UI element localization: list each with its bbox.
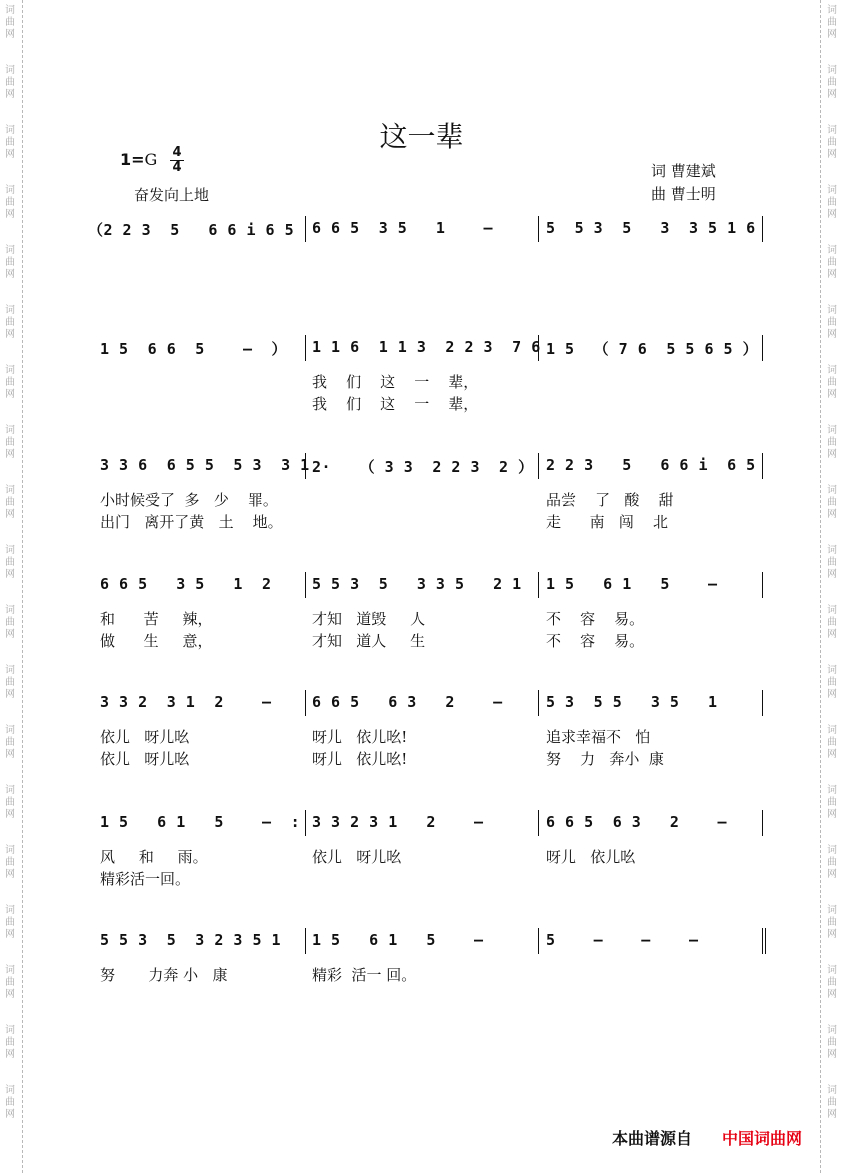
barline: [762, 810, 763, 836]
lyric-line: 和 苦 辣，: [100, 610, 213, 628]
barline: [538, 928, 539, 954]
barline: [305, 690, 306, 716]
lyric-line: 依儿 呀儿吆: [100, 750, 190, 768]
measure-notes: 5 5 3 5 3 2 3 5 1: [100, 931, 282, 949]
watermark-text: 词曲网: [5, 125, 15, 160]
watermark-text: 词曲网: [5, 365, 15, 400]
watermark-text: 词曲网: [827, 545, 837, 580]
watermark-text: 词曲网: [827, 125, 837, 160]
lyric-line: 才知 道人 生: [312, 632, 426, 650]
measure-notes: 2· （ 3 3 2 2 3 2 ）: [312, 458, 534, 476]
right-margin-line: [820, 0, 821, 1173]
measure-notes: 5 5 3 5 3 3 5 2 1: [312, 575, 522, 593]
measure-notes: 6 6 5 3 5 1 –: [312, 219, 494, 237]
barline: [538, 572, 539, 598]
lyric-line: 风 和 雨。: [100, 848, 208, 866]
barline: [762, 335, 763, 361]
barline: [762, 572, 763, 598]
lyric-line: 精彩 活一 回。: [312, 966, 417, 984]
lyric-line: 呀儿 依儿吆!: [312, 728, 408, 746]
barline: [538, 810, 539, 836]
lyric-line: 努 力 奔小 康: [546, 750, 664, 768]
lyricist-credit: 词 曹建斌: [651, 162, 716, 180]
key-signature: [120, 150, 157, 169]
lyric-line: 呀儿 依儿吆: [546, 848, 636, 866]
source-label: 本曲谱源自: [612, 1129, 693, 1148]
barline: [305, 216, 306, 242]
watermark-text: 词曲网: [827, 185, 837, 220]
watermark-text: 词曲网: [827, 665, 837, 700]
song-title: 这一辈: [379, 120, 464, 153]
lyric-line: 依儿 呀儿吆: [100, 728, 190, 746]
lyric-line: 努 力奔 小 康: [100, 966, 228, 984]
watermark-text: 词曲网: [827, 305, 837, 340]
lyric-line: 我 们 这 一 辈，: [312, 373, 479, 391]
measure-notes: 5 – – –: [546, 931, 699, 949]
barline: [538, 453, 539, 479]
watermark-text: 词曲网: [827, 425, 837, 460]
measure-notes: 2 2 3 5 6 6 i 6 5: [546, 456, 756, 474]
watermark-text: 词曲网: [827, 1025, 837, 1060]
time-signature: [170, 146, 184, 175]
watermark-text: 词曲网: [827, 365, 837, 400]
barline: [762, 690, 763, 716]
lyric-line: 品尝 了 酸 甜: [546, 491, 674, 509]
lyric-line: 做 生 意，: [100, 632, 213, 650]
time-sig-top: 4: [172, 145, 182, 160]
lyric-line: 不 容 易。: [546, 610, 645, 628]
watermark-text: 词曲网: [5, 425, 15, 460]
measure-notes: 1 1 6 1 1 3 2 2 3 7 6: [312, 338, 541, 356]
watermark-text: 词曲网: [827, 845, 837, 880]
lyric-line: 小时候受了 多 少 罪。: [100, 491, 278, 509]
barline: [762, 216, 763, 242]
measure-notes: 1 5 （ 7 6 5 5 6 5 ）: [546, 340, 759, 358]
watermark-text: 词曲网: [5, 665, 15, 700]
watermark-text: 词曲网: [5, 845, 15, 880]
watermark-text: 词曲网: [5, 785, 15, 820]
lyric-line: 依儿 呀儿吆: [312, 848, 402, 866]
barline: [305, 572, 306, 598]
barline: [762, 928, 766, 954]
watermark-text: 词曲网: [827, 245, 837, 280]
measure-notes: 6 6 5 6 3 2 –: [546, 813, 728, 831]
lyric-line: 精彩活一回。: [100, 870, 191, 888]
lyric-line: 我 们 这 一 辈，: [312, 395, 479, 413]
lyric-line: 呀儿 依儿吆!: [312, 750, 408, 768]
watermark-text: 词曲网: [827, 725, 837, 760]
measure-notes: 1 5 6 1 5 –: [546, 575, 718, 593]
left-margin-line: [22, 0, 23, 1173]
watermark-text: 词曲网: [5, 185, 15, 220]
watermark-text: 词曲网: [5, 905, 15, 940]
lyric-line: 走 南 闯 北: [546, 513, 668, 531]
time-sig-bottom: 4: [172, 160, 182, 175]
watermark-text: 词曲网: [5, 965, 15, 1000]
watermark-text: 词曲网: [827, 965, 837, 1000]
key-label: 1=: [120, 150, 145, 169]
tempo-marking: 奋发向上地: [134, 186, 210, 204]
watermark-text: 词曲网: [5, 5, 15, 40]
watermark-text: 词曲网: [827, 5, 837, 40]
lyric-line: 才知 道毁 人: [312, 610, 426, 628]
measure-notes: （2 2 3 5 6 6 i 6 5: [88, 221, 295, 239]
watermark-text: 词曲网: [827, 785, 837, 820]
watermark-text: 词曲网: [5, 545, 15, 580]
measure-notes: 5 5 3 5 3 3 5 1 6: [546, 219, 756, 237]
watermark-text: 词曲网: [827, 905, 837, 940]
composer-credit: 曲 曹士明: [651, 185, 716, 203]
source-brand: 中国词曲网: [722, 1129, 803, 1148]
measure-notes: 3 3 2 3 1 2 –: [100, 693, 272, 711]
key-note: G: [144, 150, 158, 169]
watermark-text: 词曲网: [5, 1025, 15, 1060]
measure-notes: 6 6 5 3 5 1 2: [100, 575, 272, 593]
measure-notes: 3 3 2 3 1 2 –: [312, 813, 484, 831]
lyric-line: 追求幸福不 怕: [546, 728, 651, 746]
watermark-text: 词曲网: [827, 485, 837, 520]
barline: [762, 453, 763, 479]
barline: [538, 216, 539, 242]
measure-notes: 3 3 6 6 5 5 5 3 3 1: [100, 456, 310, 474]
lyric-line: 不 容 易。: [546, 632, 645, 650]
lyric-line: 出门 离开了黄 土 地。: [100, 513, 283, 531]
barline: [305, 810, 306, 836]
measure-notes: 1 5 6 1 5 –: [312, 931, 484, 949]
watermark-text: 词曲网: [5, 1085, 15, 1120]
measure-notes: 1 5 6 1 5 – :: [100, 813, 301, 831]
barline: [538, 335, 539, 361]
watermark-text: 词曲网: [827, 65, 837, 100]
watermark-text: 词曲网: [5, 65, 15, 100]
watermark-text: 词曲网: [827, 1085, 837, 1120]
measure-notes: 1 5 6 6 5 – ）: [100, 340, 288, 358]
barline: [538, 690, 539, 716]
barline: [305, 335, 306, 361]
watermark-text: 词曲网: [827, 605, 837, 640]
barline: [305, 928, 306, 954]
watermark-text: 词曲网: [5, 605, 15, 640]
watermark-text: 词曲网: [5, 305, 15, 340]
measure-notes: 5 3 5 5 3 5 1: [546, 693, 718, 711]
barline: [305, 453, 306, 479]
watermark-text: 词曲网: [5, 245, 15, 280]
measure-notes: 6 6 5 6 3 2 –: [312, 693, 503, 711]
watermark-text: 词曲网: [5, 725, 15, 760]
watermark-text: 词曲网: [5, 485, 15, 520]
